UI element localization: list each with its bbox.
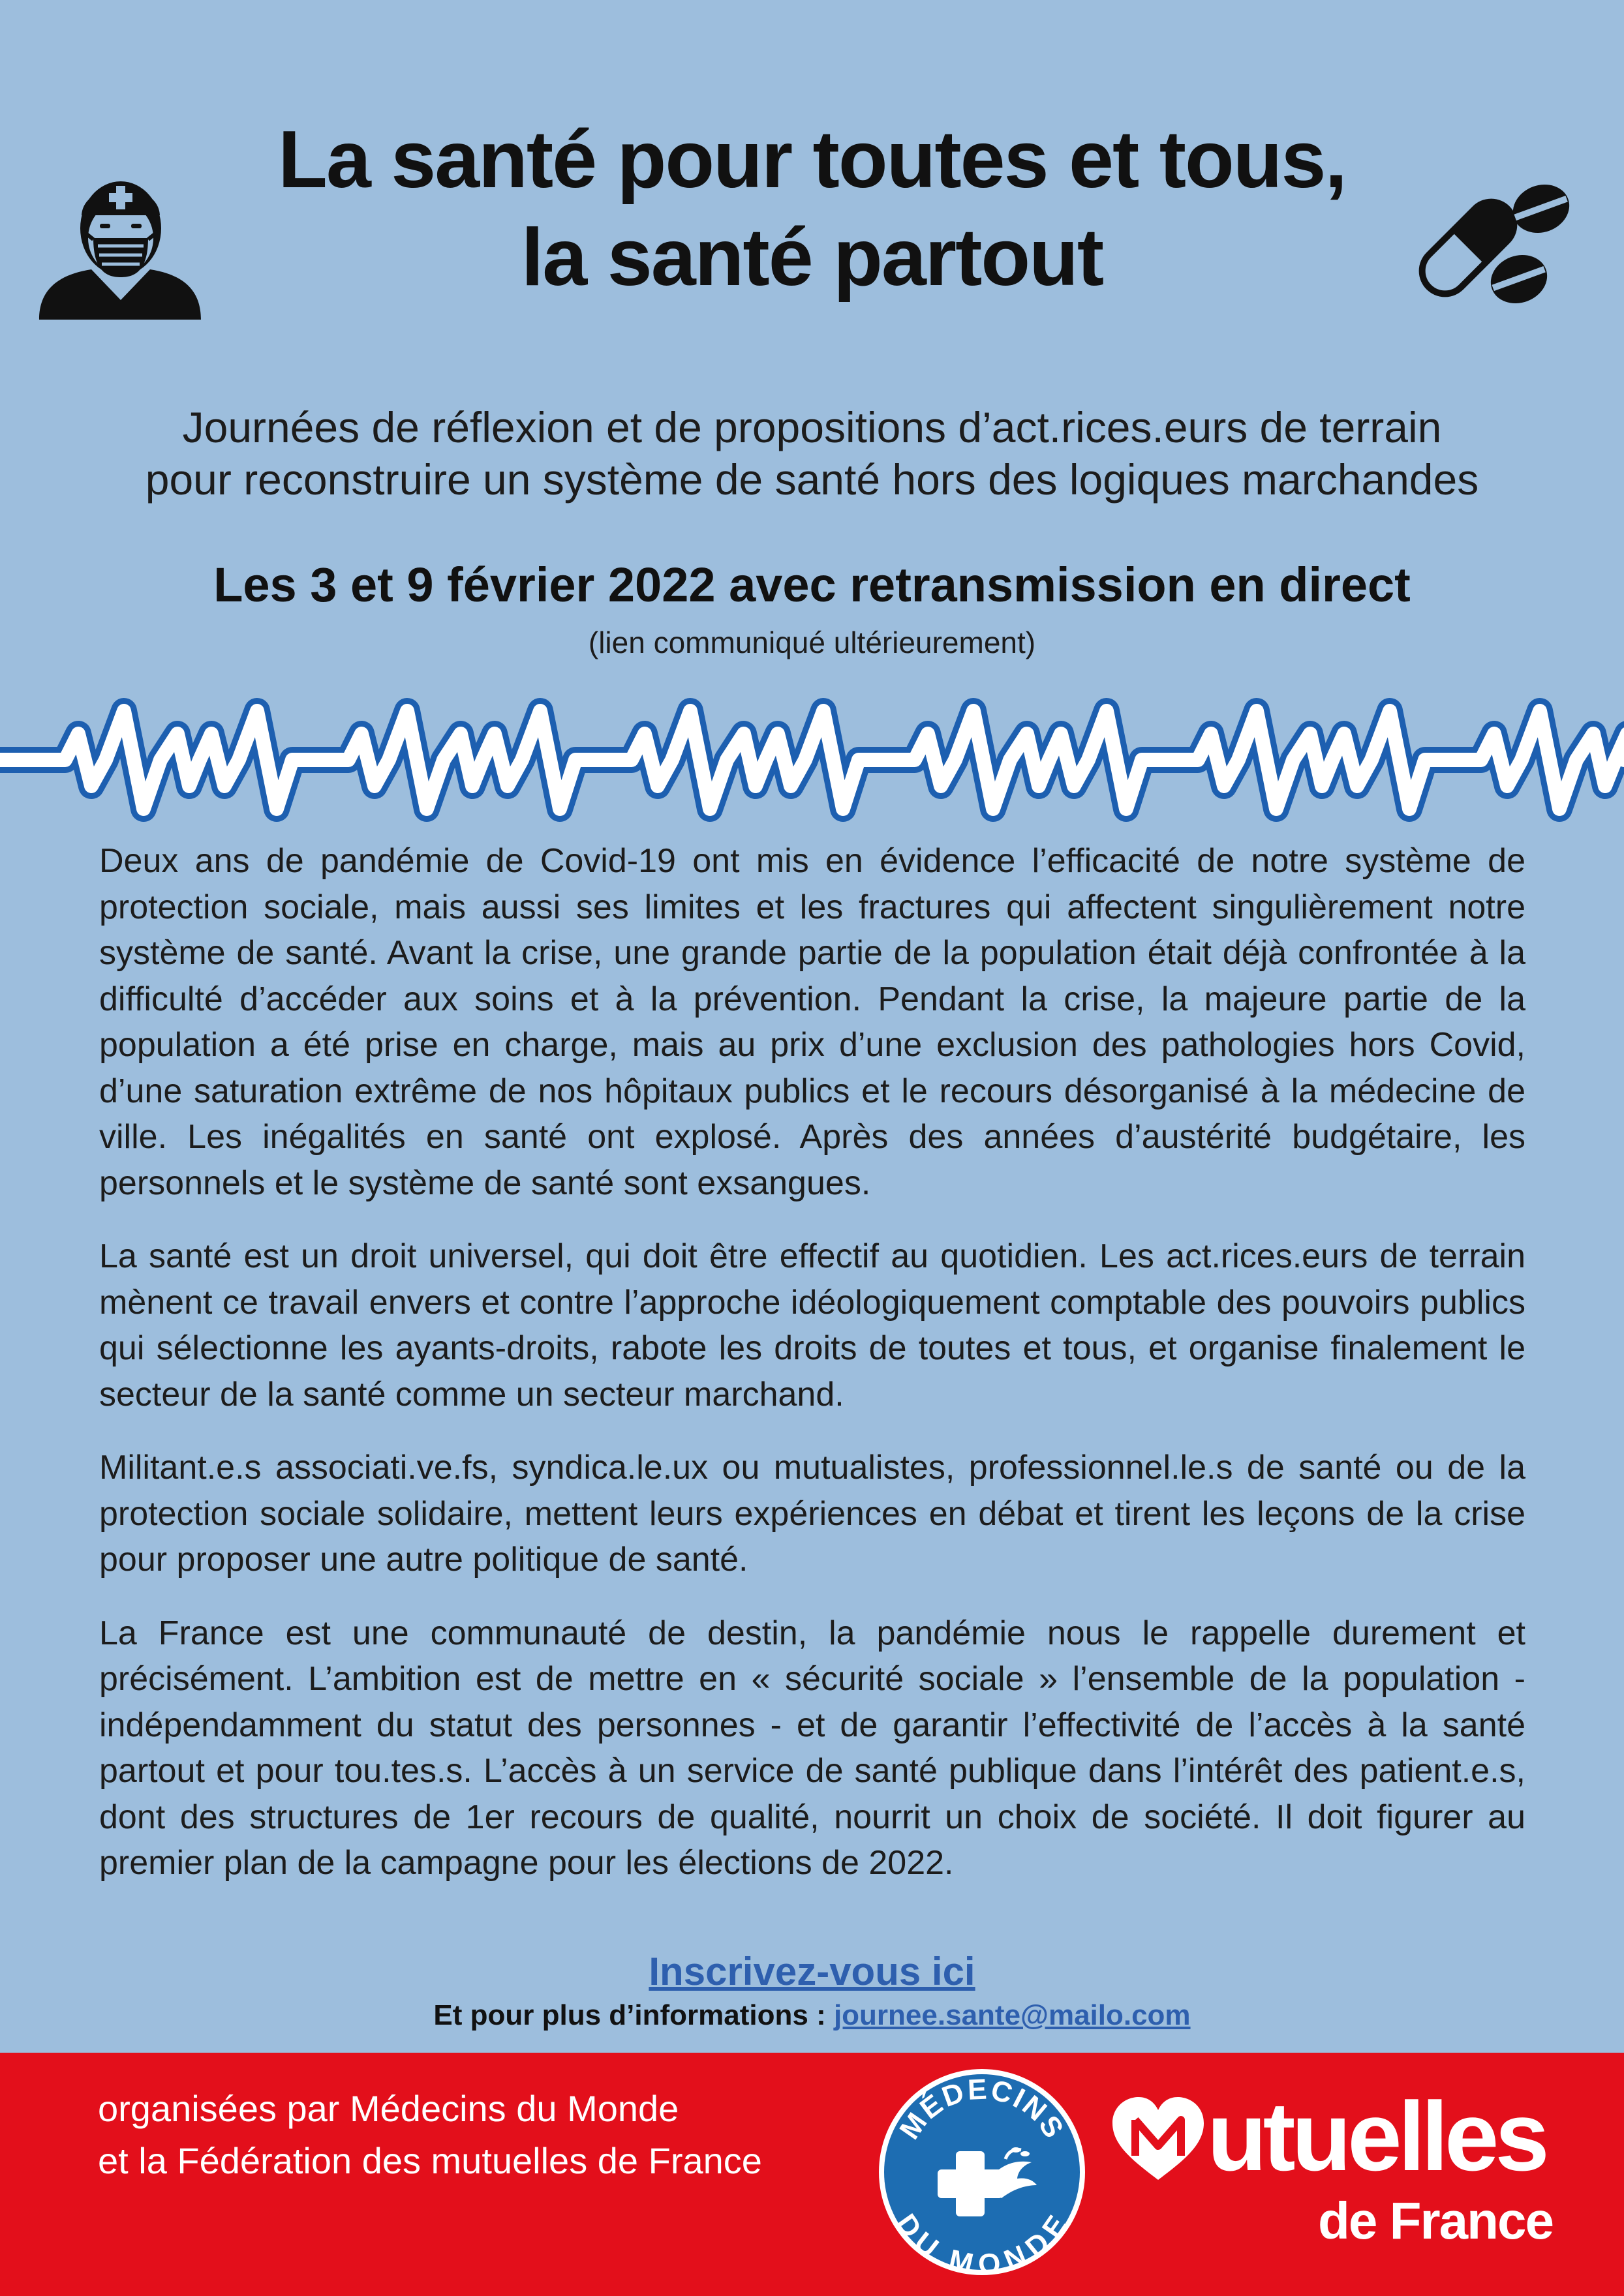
body-paragraph-2: La santé est un droit universel, qui doit être effectif au quotidien. Les act.rices.eurs de terrain mènent ce travail envers et contre l’approche idéologiquement comptable des pouvoirs publics qui sélectionne les ayants-droits, rabote les droits de toutes et tous, et organise finalement le secteur de la santé comme un secteur marchand. xyxy=(99,1237,1525,1413)
page-title xyxy=(196,111,1428,307)
footer-line-1: organisées par Médecins du Monde xyxy=(98,2088,679,2129)
body-paragraph-3: Militant.e.s associati.ve.fs, syndica.le.ux ou mutualistes, professionnel.le.s de santé ou de la protection sociale solidaire, mettent leurs expériences en débat et tirent les leçons de la crise pour proposer une autre politique de santé. xyxy=(99,1449,1525,1578)
info-line xyxy=(0,1996,1624,2035)
signup-block xyxy=(0,1949,1624,1995)
event-dates-note: (lien communiqué ultérieurement) xyxy=(588,626,1036,659)
mutuelles-word: utuelles xyxy=(1207,2081,1546,2191)
subtitle xyxy=(39,401,1585,506)
title-line-2: la santé partout xyxy=(521,213,1103,303)
pills-icon xyxy=(1416,163,1572,313)
heartbeat-line-icon xyxy=(0,688,1624,838)
subtitle-line-1: Journées de réflexion et de propositions d’act.rices.eurs de terrain xyxy=(182,403,1442,451)
mdm-top-text: MÉDECINS xyxy=(893,2073,1071,2145)
body-paragraph-1: Deux ans de pandémie de Covid-19 ont mis en évidence l’efficacité de notre système de protection sociale, mais aussi ses limites et les fractures qui affectent singulièrement notre système de santé. Avant la crise, une grande partie de la population était déjà confrontée à la difficulté d’accéder aux soins et à la prévention. Pendant la crise, la majeure partie de la population a été prise en charge, mais au prix d’une exclusion des pathologies hors Covid, d’une saturation extrême de nos hôpitaux publics et le recours désorganisé à la médecine de ville. Les inégalités en santé ont explosé. Après des années d’austérité budgétaire, les personnels et le système de santé sont exsangues. xyxy=(99,842,1525,1202)
info-prefix: Et pour plus d’informations : xyxy=(433,1999,834,2031)
footer-organizers xyxy=(98,2083,762,2187)
medecins-du-monde-logo xyxy=(878,2068,1086,2276)
title-line-1: La santé pour toutes et tous, xyxy=(278,115,1346,205)
heart-m-icon xyxy=(1109,2094,1207,2182)
email-link[interactable]: journee.sante@mailo.com xyxy=(833,1999,1191,2031)
signup-link[interactable]: Inscrivez-vous ici xyxy=(649,1950,975,1993)
doctor-mask-icon xyxy=(33,166,209,323)
footer-line-2: et la Fédération des mutuelles de France xyxy=(98,2140,762,2181)
body-paragraph-4: La France est une communauté de destin, la pandémie nous le rappelle durement et précisément. L’ambition est de mettre en « sécurité sociale » l’ensemble de la population - indépendamment du statut des personnes - et de garantir l’effectivité de l’accès à la santé partout et pour tou.tes.s. L’accès à un service de santé publique dans l’intérêt des patient.e.s, dont des structures de 1er recours de qualité, nourrit un choix de société. Il doit figurer au premier plan de la campagne pour les élections de 2022. xyxy=(99,1614,1525,1882)
event-dates: Les 3 et 9 février 2022 avec retransmission en direct xyxy=(213,558,1411,612)
mdm-bottom-text: DU MONDE xyxy=(889,2208,1075,2276)
subtitle-line-2: pour reconstruire un système de santé hors des logiques marchandes xyxy=(145,455,1479,504)
de-france-word: de France xyxy=(1318,2192,1553,2250)
body-text xyxy=(99,838,1525,1914)
